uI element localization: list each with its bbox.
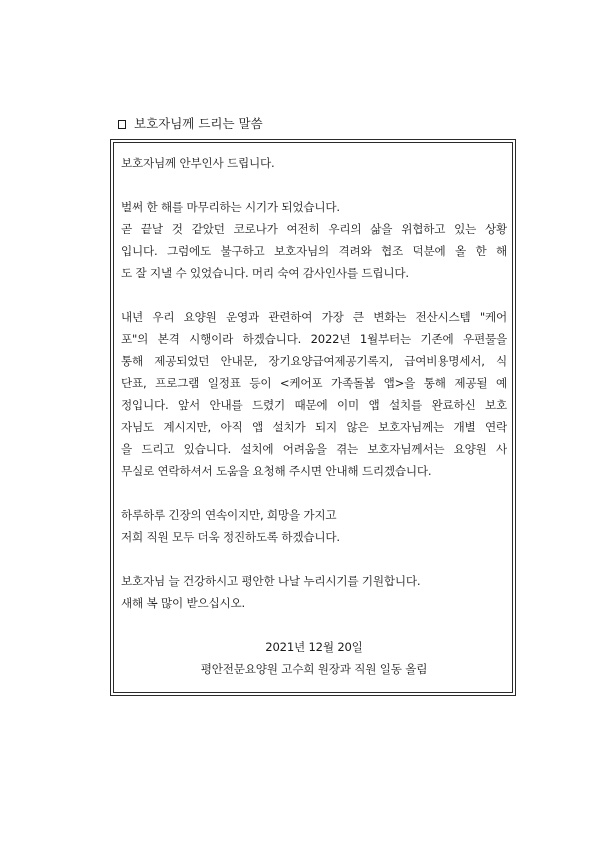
letter-date: 2021년 12월 20일 bbox=[265, 640, 363, 654]
paragraph3-line: 하루하루 긴장의 연속이지만, 희망을 가지고 bbox=[121, 508, 337, 522]
paragraph1-line: 벌써 한 해를 마무리하는 시기가 되었습니다. bbox=[121, 200, 340, 214]
greeting-line: 보호자님께 안부인사 드립니다. bbox=[121, 156, 275, 170]
paragraph2-line: 통해 제공되었던 안내문, 장기요양급여제공기록지, 급여비용명세서, 식 bbox=[121, 354, 507, 368]
paragraph2-line: 포"의 본격 시행이라 하겠습니다. 2022년 1월부터는 기존에 우편물을 bbox=[121, 332, 507, 346]
section-title: 보호자님께 드리는 말씀 bbox=[134, 116, 263, 131]
paragraph3-line: 저희 직원 모두 더욱 정진하도록 하겠습니다. bbox=[121, 530, 340, 544]
letter-content bbox=[121, 152, 507, 680]
paragraph2-line: 무실로 연락하셔서 도움을 요청해 주시면 안내해 드리겠습니다. bbox=[121, 464, 432, 478]
letter-signature: 평안전문요양원 고수희 원장과 직원 일동 올림 bbox=[200, 662, 428, 676]
paragraph1-line: 도 잘 지낼 수 있었습니다. 머리 숙여 감사인사를 드립니다. bbox=[121, 266, 409, 280]
section-heading bbox=[118, 116, 263, 132]
paragraph2-line: 내년 우리 요양원 운영과 관련하여 가장 큰 변화는 전산시스템 "케어 bbox=[121, 310, 507, 324]
paragraph2-line: 을 드리고 있습니다. 설치에 어려움을 겪는 보호자님께서는 요양원 사 bbox=[121, 442, 507, 456]
paragraph2-line: 단표, 프로그램 일정표 등이 <케어포 가족돌봄 앱>을 통해 제공될 예 bbox=[121, 376, 507, 390]
square-bullet-icon bbox=[118, 120, 126, 129]
paragraph4-line: 새해 복 많이 받으십시오. bbox=[121, 596, 245, 610]
paragraph4-line: 보호자님 늘 건강하시고 평안한 나날 누리시기를 기원합니다. bbox=[121, 574, 421, 588]
paragraph1-line: 입니다. 그럼에도 불구하고 보호자님의 격려와 협조 덕분에 올 한 해 bbox=[121, 244, 507, 258]
paragraph2-line: 자님도 계시지만, 아직 앱 설치가 되지 않은 보호자님께는 개별 연락 bbox=[121, 420, 507, 434]
paragraph2-line: 정입니다. 앞서 안내를 드렸기 때문에 이미 앱 설치를 완료하신 보호 bbox=[121, 398, 507, 412]
paragraph1-line: 곧 끝날 것 같았던 코로나가 여전히 우리의 삶을 위협하고 있는 상황 bbox=[121, 222, 507, 236]
